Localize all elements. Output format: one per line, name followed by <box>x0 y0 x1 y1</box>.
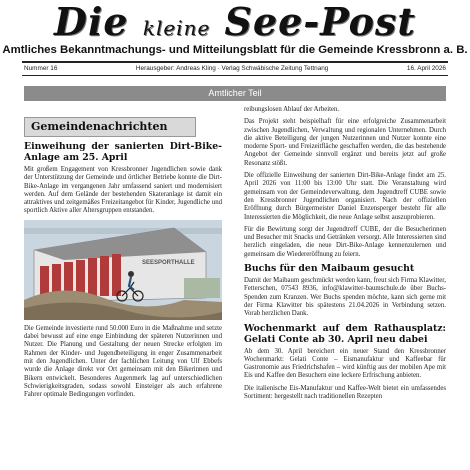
article-heading-maibaum: Buchs für den Maibaum gesucht <box>244 263 415 275</box>
right-column <box>244 106 446 405</box>
section-band-amtlicher-teil: Amtlicher Teil <box>24 86 446 101</box>
photo-sky-band <box>24 228 222 234</box>
title-word-kleine: kleine <box>142 16 211 40</box>
hall-sign: SEESPORTHALLE <box>142 259 195 266</box>
info-divider <box>22 75 448 76</box>
dirt-bike-photo <box>24 220 222 320</box>
masthead <box>0 0 470 44</box>
article-paragraph: reibungslosen Ablauf der Arbeiten. <box>244 106 340 113</box>
article-paragraph: Damit der Maibaum geschmückt werden kann, freut sich Firma Klawitter, Fetterschen, 07543 8936, info@klawitter-baumschule.de über Buchs-Spenden zum Kranzen. Wer Buchs spenden möchte, kann sich gerne mit der Firma Klawitter bis spätestens 21.04.2026 in Verbindung setzen. Vorab herzlichen Dank. <box>244 277 446 318</box>
article-paragraph: Die italienische Eis-Manufaktur und Kaffee-Welt bietet ein umfassendes Sortiment: hergestellt nach traditionellen Rezepten <box>244 384 446 401</box>
category-heading: Gemeindenachrichten <box>24 117 196 137</box>
left-column <box>24 117 222 403</box>
article-heading-wochenmarkt: Wochenmarkt auf dem Rathausplatz: Gelati Conte ab 30. April neu dabei <box>244 322 446 345</box>
issue-number: Nummer 16 <box>24 64 58 72</box>
article-heading-dirt-bike: Einweihung der sanierten Dirt-Bike-Anlage am 25. April <box>24 141 222 163</box>
article-paragraph: Mit großem Engagement von Kressbronner Jugendlichen sowie dank der Unterstützung der Gemeinde und örtlicher Betriebe konnte die Dirt-Bike-Anlage im vergangenen Jahr umfassend saniert und modernisiert werden. Auf dem Gelände der bestehenden Skateranlage ist damit ein attraktives und zeitgemäßes Freizeitangebot für Kinder, Jugendliche und sportlich Aktive aller Altersgruppen entstanden. <box>24 166 222 215</box>
issue-date: 16. April 2026 <box>406 64 446 72</box>
publisher-info: Herausgeber: Andreas Kling · Verlag Schwäbische Zeitung Tettnang <box>135 64 329 72</box>
newspaper-title <box>0 0 470 50</box>
article-paragraph: Ab dem 30. April bereichert ein neuer Stand den Kressbronner Wochenmarkt: Gelati Conte – Eismanufaktur und Kaffeebar für Gastronomie aus Friedrichshafen – wird künftig aus der mobilen Ape mit Eis und Kaffee den Besuchern eine leckere Erfrischung anbieten. <box>244 347 446 380</box>
title-word-see-post: See-Post <box>210 0 416 44</box>
article-paragraph: Das Projekt steht beispielhaft für eine erfolgreiche Zusammenarbeit zwischen Jugendlichen, Verwaltung und regionalen Unternehmen. Durch die aktive Beteiligung der jungen Nutzerinnen und Nutzer konnte eine moderne Sport- und Freizeitfläche geschaffen werden, die das bestehende Angebot der Gemeinde sinnvoll ergänzt und bereits jetzt auf große Resonanz stößt. <box>244 118 446 167</box>
issue-info-bar <box>24 63 446 73</box>
article-paragraph: Die offizielle Einweihung der sanierten Dirt-Bike-Anlage findet am 25. April 2026 von 11:00 bis 13:00 Uhr statt. Die Veranstaltung wird gemeinsam von der Gemeindeverwaltung, dem Jugendtreff CUBE sowie den Kressbronner Jugendlichen organisiert. Nach der offiziellen Eröffnung durch Bürgermeister Daniel Enzensperger besteht für alle Interessierten die Möglichkeit, die neue Anlage selbst auszuprobieren. <box>244 172 446 221</box>
newspaper-subtitle: Amtliches Bekanntmachungs- und Mitteilungsblatt für die Gemeinde Kressbronn a. B. <box>2 44 468 56</box>
fence <box>184 278 220 298</box>
article-paragraph: Für die Bewirtung sorgt der Jugendtreff CUBE, der die Besucherinnen und Besucher mit Snacks und Getränken versorgt. Alle Interessierten sind herzlich eingeladen, die neue Dirt-Bike-Anlage kennenzulernen und gemeinsam die Wiedereröffnung zu feiern. <box>244 225 446 258</box>
title-word-die: Die <box>54 0 143 44</box>
article-paragraph: Die Gemeinde investierte rund 50.000 Euro in die Maßnahme und setzte dabei bewusst auf eine enge Einbindung der späteren Nutzerinnen und Nutzer. Die Planung und Gestaltung der neuen Strecke erfolgten im Rahmen der Kinder- und Jugendbeteiligung in enger Zusammenarbeit mit den Jugendlichen. Unter der fachlichen Leitung von Ulf Ebbefs wurde die Anlage direkt vor Ort gemeinsam mit den Bikerinnen und Bikern entwickelt. Besonderes Augenmerk lag auf unterschiedlichen Schwierigkeitsgraden, sodass sowohl Einsteiger als auch erfahrene Fahrer optimale Bedingungen vorfinden. <box>24 324 222 399</box>
